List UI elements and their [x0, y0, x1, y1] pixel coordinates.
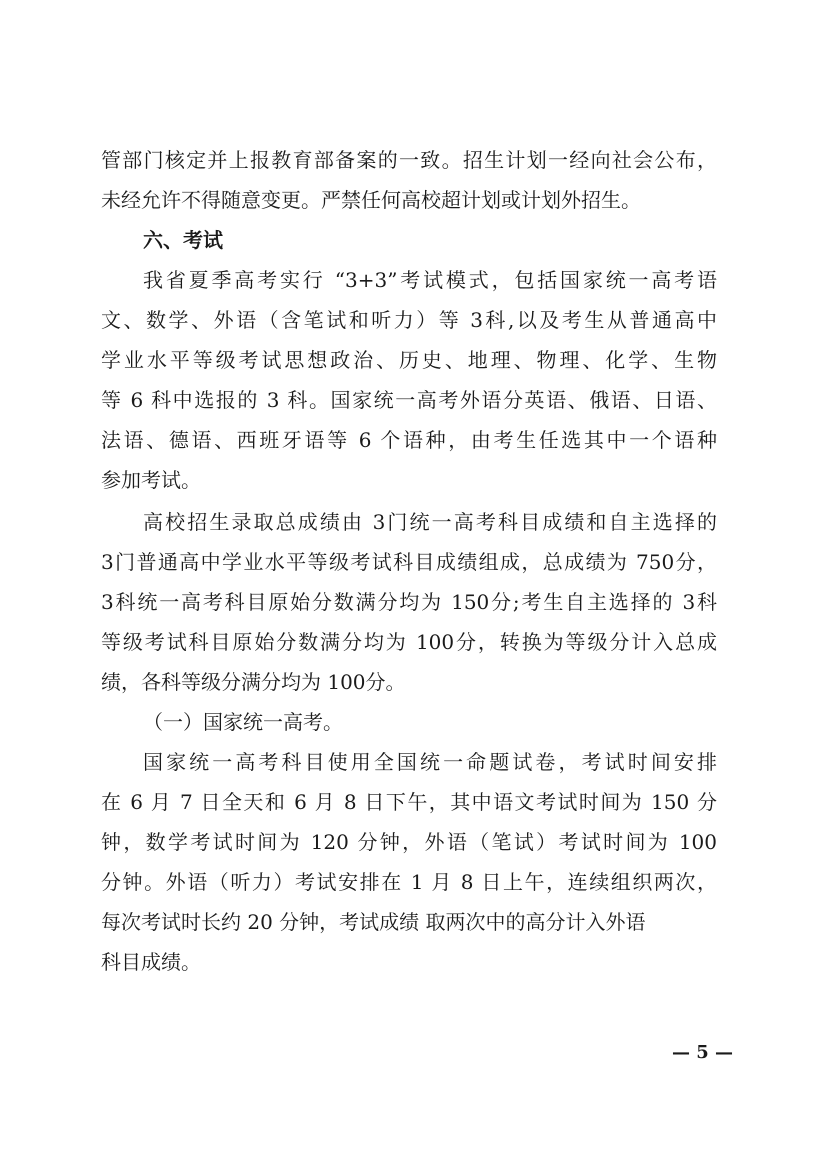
paragraph-line: 等级考试科目原始分数满分均为 100分，转换为等级分计入总成	[101, 630, 717, 654]
paragraph-line: 高校招生录取总成绩由 3门统一高考科目成绩和自主选择的	[143, 510, 717, 534]
paragraph-line: 文、数学、外语（含笔试和听力）等 3科,以及考生从普通高中	[101, 308, 717, 332]
paragraph-line: 分钟。外语（听力）考试安排在 1 月 8 日上午，连续组织两次，	[101, 870, 717, 894]
paragraph-line: 管部门核定并上报教育部备案的一致。招生计划一经向社会公布，	[101, 148, 717, 172]
paragraph-line: 等 6 科中选报的 3 科。国家统一高考外语分英语、俄语、日语、	[101, 388, 717, 412]
paragraph-line: 学业水平等级考试思想政治、历史、地理、物理、化学、生物	[101, 348, 717, 372]
paragraph-line: 在 6 月 7 日全天和 6 月 8 日下午，其中语文考试时间为 150 分	[101, 790, 717, 814]
paragraph-line: 钟，数学考试时间为 120 分钟，外语（笔试）考试时间为 100	[101, 830, 717, 854]
paragraph-line: 3门普通高中学业水平等级考试科目成绩组成，总成绩为 750分，	[101, 550, 717, 574]
paragraph-line: 国家统一高考科目使用全国统一命题试卷，考试时间安排	[143, 750, 717, 774]
paragraph-line: 绩，各科等级分满分均为 100分。	[101, 670, 406, 694]
subsection-heading: （一）国家统一高考。	[143, 710, 343, 734]
paragraph-line: 每次考试时长约 20 分钟，考试成绩 取两次中的高分计入外语	[101, 910, 646, 934]
paragraph-line: 法语、德语、西班牙语等 6 个语种，由考生任选其中一个语种	[101, 428, 717, 452]
paragraph-line: 我省夏季高考实行 “3+3”考试模式，包括国家统一高考语	[143, 268, 717, 292]
paragraph-line: 未经允许不得随意变更。严禁任何高校超计划或计划外招生。	[101, 188, 641, 212]
paragraph-line: 科目成绩。	[101, 950, 201, 974]
paragraph-line: 3科统一高考科目原始分数满分均为 150分;考生自主选择的 3科	[101, 590, 717, 614]
paragraph-line: 参加考试。	[101, 468, 201, 492]
page-number: — 5 —	[672, 1042, 734, 1063]
section-heading: 六、考试	[143, 228, 223, 252]
